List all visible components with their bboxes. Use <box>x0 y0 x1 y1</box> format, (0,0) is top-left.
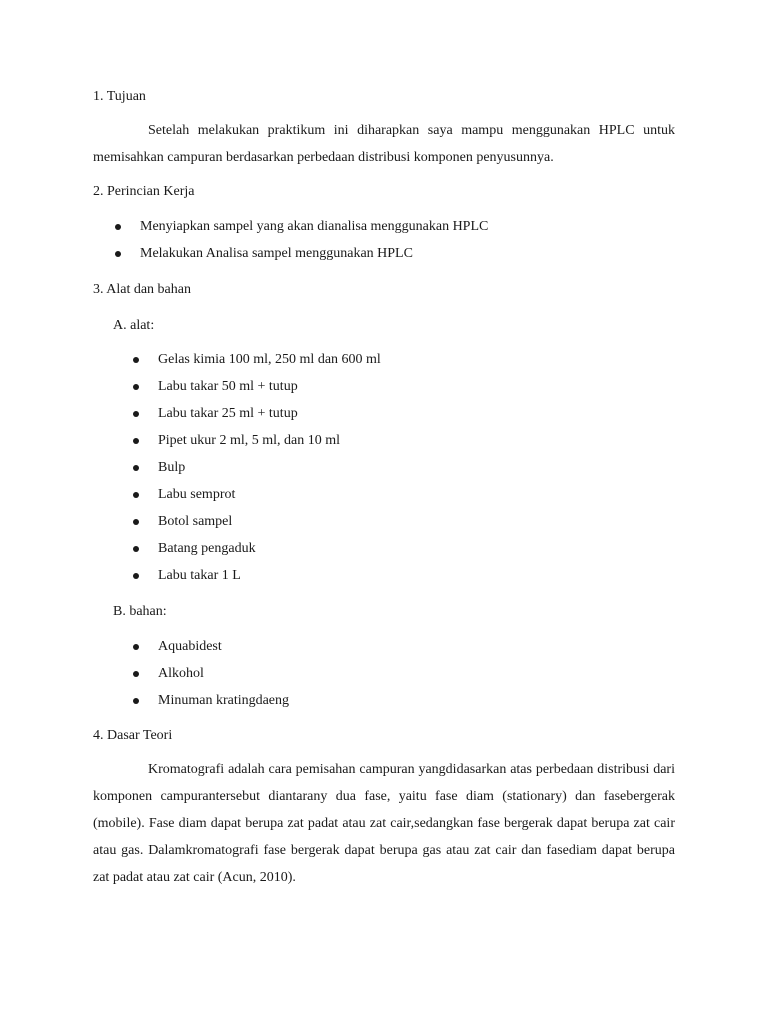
bullet-icon <box>133 573 139 579</box>
section-heading-teori: 4. Dasar Teori <box>93 728 173 743</box>
bullet-icon <box>133 465 139 471</box>
bullet-icon <box>133 384 139 390</box>
bullet-icon <box>115 251 121 257</box>
document-page: 1. Tujuan Setelah melakukan praktikum ini diharapkan saya mampu menggunakan HPLC untuk memisahkan campuran berdasarkan perbedaan distribusi komponen penyusunnya. 2. Perincian Kerja Menyiapkan sampel yang akan dianalisa menggunakan HPLC Melakukan Analisa sampel menggunakan HPLC 3. Alat dan bahan A. alat: Gelas kimia 100 ml, 250 ml dan 600 ml Labu takar 50 ml + tutup Labu takar 25 ml + tutup Pipet ukur 2 ml, 5 ml, dan 10 ml Bulp Labu semprot Botol sampel Batang pengaduk Labu takar 1 L B. bahan: Aquabidest Alkohol Minuman kratingdaeng 4. Dasar Teori Kromatografi adalah cara pemisahan campuran yangdidasarkan atas perbedaan distribusi dari komponen campurantersebut diantarany dua fase, yaitu fase diam (stationary) dan fasebergerak (mobile). Fase diam dapat berupa zat padat atau zat cair,sedangkan fase bergerak dapat berupa zat cair atau gas. Dalamkromatografi fase bergerak dapat berupa gas atau zat cair dan fasediam dapat berupa zat padat atau zat cair (Acun, 2010). <box>0 0 768 1024</box>
bullet-icon <box>133 671 139 677</box>
paragraph-tujuan <box>93 117 675 171</box>
section-heading-alat-bahan: 3. Alat dan bahan <box>93 282 191 297</box>
bullet-icon <box>133 519 139 525</box>
paragraph-tujuan-text: Setelah melakukan praktikum ini diharapkan saya mampu menggunakan HPLC untuk memisahkan campuran berdasarkan perbedaan distribusi komponen penyusunnya. <box>93 123 675 165</box>
bullet-icon <box>133 644 139 650</box>
paragraph-teori-text: Kromatografi adalah cara pemisahan campuran yangdidasarkan atas perbedaan distribusi dari komponen campurantersebut diantarany dua fase, yaitu fase diam (stationary) dan fasebergerak (mobile). Fase diam dapat berupa zat padat atau zat cair,sedangkan fase bergerak dapat berupa zat cair atau gas. Dalamkromatografi fase bergerak dapat berupa gas atau zat cair dan fasediam dapat berupa zat padat atau zat cair (Acun, 2010). <box>93 762 675 885</box>
bullet-icon <box>133 546 139 552</box>
bullet-icon <box>133 438 139 444</box>
sub-heading-alat: A. alat: <box>113 318 155 333</box>
section-heading-kerja: 2. Perincian Kerja <box>93 184 195 199</box>
bullet-icon <box>133 492 139 498</box>
bullet-icon <box>133 411 139 417</box>
bullet-icon <box>133 698 139 704</box>
section-heading-tujuan: 1. Tujuan <box>93 89 146 104</box>
sub-heading-bahan: B. bahan: <box>113 604 167 619</box>
bullet-icon <box>115 224 121 230</box>
paragraph-teori <box>93 756 675 891</box>
bullet-icon <box>133 357 139 363</box>
